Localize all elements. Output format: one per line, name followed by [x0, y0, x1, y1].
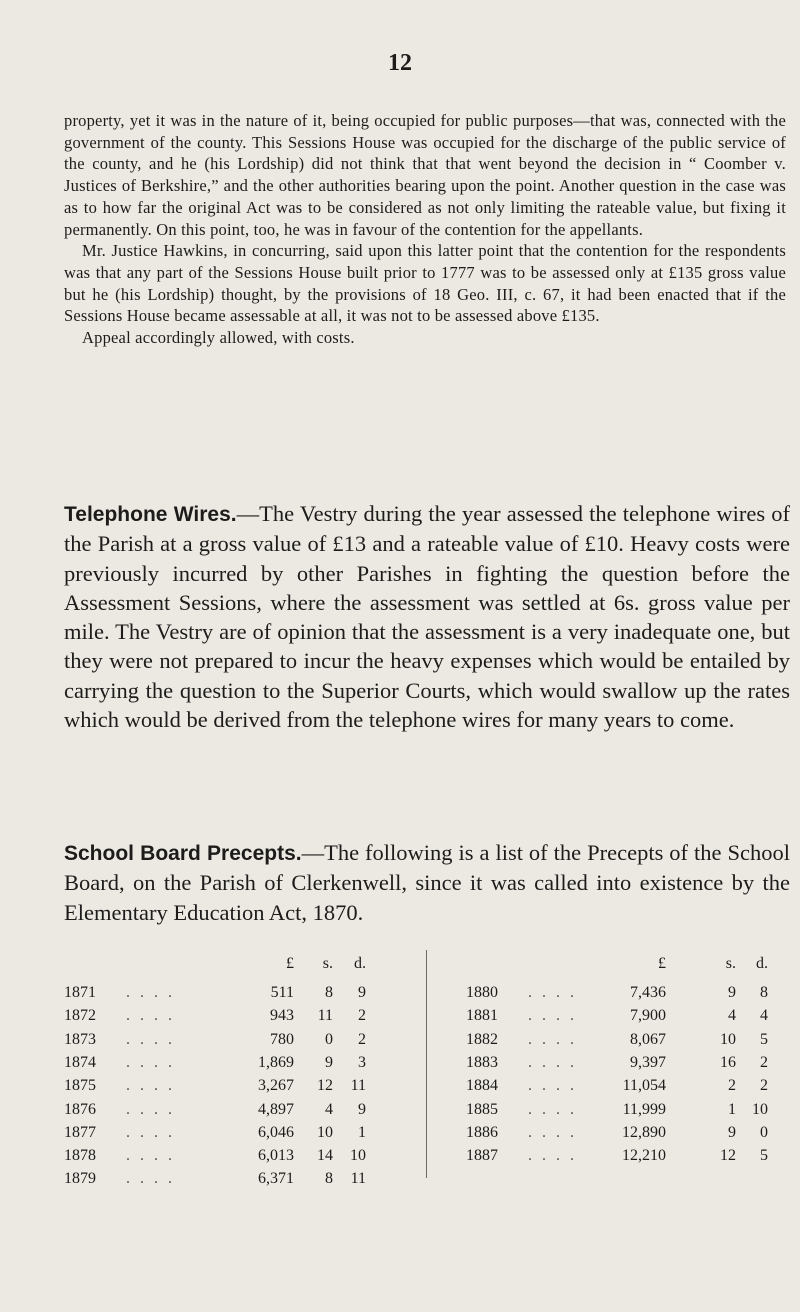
- row-pence: 8: [760, 984, 768, 1001]
- row-shillings: 8: [325, 1170, 333, 1188]
- column-divider: [426, 950, 428, 1178]
- row-pence: 0: [760, 1123, 768, 1141]
- header-pounds: £: [286, 955, 294, 972]
- row-pence: 9: [358, 984, 366, 1001]
- row-leader-dots: . . . .: [126, 1030, 175, 1048]
- table-row: [466, 1074, 786, 1097]
- paragraph-judgment: property, yet it was in the nature of it, being occupied for public purposes—that was, connected with the government of the county. This Sessions House was occupied for the discharge of the public service of the county, and he (his Lordship) did not think that that went beyond the decision in “ Coomber v. Justices of Berkshire,” and the other authorities bearing upon the point. Another question in the case was as to how far the original Act was to be considered as not only limiting the rateable value, but fixing it permanently. On this point, too, he was in favour of the contention for the appellants.: [64, 111, 786, 239]
- row-pence: 11: [350, 1170, 366, 1188]
- table-row: [64, 1144, 384, 1167]
- row-year: 1886: [466, 1123, 498, 1141]
- row-pence: 11: [350, 1077, 366, 1095]
- table-row: [466, 1121, 786, 1144]
- row-pence: 3: [358, 1053, 366, 1071]
- row-pounds: 9,397: [630, 1053, 666, 1071]
- row-leader-dots: . . . .: [126, 984, 175, 1001]
- row-shillings: 10: [317, 1123, 333, 1141]
- row-year: 1883: [466, 1053, 498, 1071]
- row-pounds: 6,013: [258, 1147, 294, 1165]
- row-leader-dots: . . . .: [126, 1100, 175, 1118]
- row-leader-dots: . . . .: [528, 984, 577, 1001]
- row-leader-dots: . . . .: [126, 1077, 175, 1095]
- intro-text: [64, 110, 786, 349]
- row-pence: 1: [358, 1123, 366, 1141]
- row-year: 1873: [64, 1030, 96, 1048]
- paragraph-hawkins: Mr. Justice Hawkins, in concurring, said upon this latter point that the contention for the respondents was that any part of the Sessions House built prior to 1777 was to be assessed only at £135 gross value but he (his Lordship) thought, by the provisions of 18 Geo. III, c. 67, it had been enacted that if the Sessions House became assessable at all, it was not to be assessed above £135.: [64, 241, 786, 326]
- row-pounds: 7,436: [630, 984, 666, 1001]
- row-leader-dots: . . . .: [126, 1053, 175, 1071]
- row-year: 1881: [466, 1007, 498, 1025]
- row-pounds: 6,046: [258, 1123, 294, 1141]
- row-shillings: 14: [317, 1147, 333, 1165]
- header-shillings: s.: [322, 955, 333, 972]
- telephone-text: —The Vestry during the year assessed the telephone wires of the Parish at a gross value of £13 and a rateable value of £10. Heavy costs were previously incurred by other Parishes in fighting the question before the Assessment Sessions, where the assessment was settled at 6s. gross value per mile. The Vestry are of opinion that the assessment is a very inadequate one, but they were not prepared to incur the heavy expenses which would be entailed by carrying the question to the Superior Courts, which would swallow up the rates which would be derived from the telephone wires for many years to come.: [64, 501, 790, 733]
- row-shillings: 9: [728, 1123, 736, 1141]
- table-row: [64, 1004, 384, 1027]
- row-leader-dots: . . . .: [528, 1030, 577, 1048]
- table-row: [64, 1051, 384, 1074]
- row-shillings: 4: [728, 1007, 736, 1025]
- row-pence: 2: [760, 1077, 768, 1095]
- row-leader-dots: . . . .: [528, 1100, 577, 1118]
- header-shillings: s.: [725, 955, 736, 972]
- telephone-heading: Telephone Wires.: [64, 503, 237, 526]
- row-year: 1876: [64, 1100, 96, 1118]
- table-row: [64, 1028, 384, 1051]
- paragraph-appeal: Appeal accordingly allowed, with costs.: [82, 328, 355, 348]
- row-shillings: 16: [720, 1053, 736, 1071]
- row-pence: 5: [760, 1030, 768, 1048]
- row-shillings: 8: [325, 984, 333, 1001]
- table-header-left: [64, 952, 384, 975]
- school-board-text: —The following is a list of the Precepts of the School Board, on the Parish of Clerkenwell, since it was called into existence by the Elementary Education Act, 1870.: [64, 840, 790, 925]
- telephone-section: [64, 499, 790, 734]
- row-year: 1885: [466, 1100, 498, 1118]
- row-shillings: 9: [728, 984, 736, 1001]
- row-pounds: 1,869: [258, 1053, 294, 1071]
- row-year: 1875: [64, 1077, 96, 1095]
- school-board-heading: School Board Precepts.: [64, 842, 302, 865]
- row-leader-dots: . . . .: [528, 1007, 577, 1025]
- row-year: 1879: [64, 1170, 96, 1188]
- school-board-section: [64, 838, 790, 927]
- row-pounds: 3,267: [258, 1077, 294, 1095]
- row-pounds: 6,371: [258, 1170, 294, 1188]
- row-leader-dots: . . . .: [126, 1147, 175, 1165]
- row-pounds: 780: [270, 1030, 294, 1048]
- row-pence: 2: [358, 1007, 366, 1025]
- row-pence: 9: [358, 1100, 366, 1118]
- row-year: 1880: [466, 984, 498, 1001]
- row-leader-dots: . . . .: [126, 1170, 175, 1188]
- table-row: [466, 1004, 786, 1027]
- row-pounds: 4,897: [258, 1100, 294, 1118]
- row-leader-dots: . . . .: [528, 1147, 577, 1165]
- row-shillings: 2: [728, 1077, 736, 1095]
- table-row: [64, 1074, 384, 1097]
- row-leader-dots: . . . .: [528, 1053, 577, 1071]
- table-row: [466, 1028, 786, 1051]
- row-pence: 2: [760, 1053, 768, 1071]
- header-pence: d.: [756, 955, 768, 972]
- row-year: 1872: [64, 1007, 96, 1025]
- row-pence: 10: [350, 1147, 366, 1165]
- row-pounds: 8,067: [630, 1030, 666, 1048]
- table-row: [466, 981, 786, 1004]
- row-year: 1874: [64, 1053, 96, 1071]
- table-row: [64, 1121, 384, 1144]
- row-pounds: 11,054: [622, 1077, 666, 1095]
- page-number: 12: [388, 50, 412, 76]
- row-shillings: 12: [317, 1077, 333, 1095]
- row-pence: 5: [760, 1147, 768, 1165]
- table-header-right: [466, 952, 786, 975]
- row-year: 1887: [466, 1147, 498, 1165]
- row-leader-dots: . . . .: [528, 1077, 577, 1095]
- row-pounds: 12,890: [622, 1123, 666, 1141]
- row-pounds: 11,999: [622, 1100, 666, 1118]
- row-leader-dots: . . . .: [126, 1123, 175, 1141]
- row-leader-dots: . . . .: [528, 1123, 577, 1141]
- row-year: 1871: [64, 984, 96, 1001]
- row-year: 1882: [466, 1030, 498, 1048]
- header-pounds: £: [658, 955, 666, 972]
- row-shillings: 12: [720, 1147, 736, 1165]
- row-shillings: 4: [325, 1100, 333, 1118]
- row-pence: 10: [752, 1100, 768, 1118]
- row-shillings: 10: [720, 1030, 736, 1048]
- row-shillings: 11: [317, 1007, 333, 1025]
- table-row: [466, 1098, 786, 1121]
- row-leader-dots: . . . .: [126, 1007, 175, 1025]
- header-pence: d.: [354, 955, 366, 972]
- row-shillings: 9: [325, 1053, 333, 1071]
- row-pounds: 12,210: [622, 1147, 666, 1165]
- row-year: 1877: [64, 1123, 96, 1141]
- row-year: 1878: [64, 1147, 96, 1165]
- row-pounds: 943: [270, 1007, 294, 1025]
- row-pounds: 511: [270, 984, 294, 1001]
- precepts-table: [64, 950, 786, 1188]
- row-pence: 2: [358, 1030, 366, 1048]
- table-row: [466, 1144, 786, 1167]
- table-row: [64, 981, 384, 1004]
- row-year: 1884: [466, 1077, 498, 1095]
- table-row: [64, 1167, 384, 1190]
- table-row: [466, 1051, 786, 1074]
- row-pence: 4: [760, 1007, 768, 1025]
- row-shillings: 0: [325, 1030, 333, 1048]
- table-row: [64, 1098, 384, 1121]
- row-pounds: 7,900: [630, 1007, 666, 1025]
- row-shillings: 1: [728, 1100, 736, 1118]
